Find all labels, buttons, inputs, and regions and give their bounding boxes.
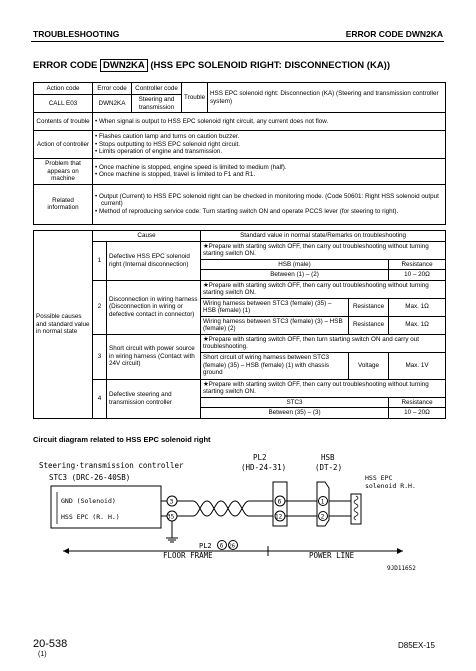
model-label: D85EX-15 [398,641,435,650]
cause-number: 2 [93,280,107,334]
cause-2-res1: Resistance [349,298,389,316]
pin-label: 3 [169,497,174,506]
floor-frame-label: FLOOR FRAME [163,551,213,560]
pin-label: 35 [167,513,175,521]
problem-label: Problem that appears on machine [34,159,93,185]
cause-1-note: ★Prepare with starting switch OFF, then carry out troubleshooting without turning starting switch ON. [201,241,446,259]
gnd-label: GND (Solenoid) [61,497,116,505]
pin-label: 6 [219,542,224,550]
cause-4-val2: 10 – 20Ω [389,408,446,419]
causes-row-label: Possible causes and standard value in normal state [34,231,93,419]
stc3-label: STC3 (DRC-26-40SB) [49,473,131,482]
header-rule [31,41,444,42]
page-sub: (1) [38,651,47,658]
cause-3-row: Short circuit of wiring harness between STC3 (female) (35) – HSB (female) (1) with chassis ground [201,352,349,379]
page-title: ERROR CODE DWN2KA (HSS EPC SOLENOID RIGHT: DISCONNECTION (KA)) [33,60,391,71]
hss-signal-label: HSS EPC (R. H.) [61,513,120,521]
hsb-connector-label: (DT-2) [315,463,343,472]
cause-2-text: Disconnection in wiring harness (Disconnection in wiring or defective contact in connector) [107,280,201,334]
cause-3-text: Short circuit with power source in wiring harness (Contact with 24V circuit) [107,334,201,379]
cause-1-text: Defective HSS EPC solenoid right (Internal disconnection) [107,241,201,280]
cause-4-val1: Between (35) – (3) [201,408,389,419]
error-code-box: DWN2KA [100,59,148,72]
solenoid-label-1: HSS EPC [365,474,393,482]
cause-3-voltage: Voltage [349,352,389,379]
list-item: • Limits operation of engine and transmission. [95,148,223,156]
cause-1-val2: 10 – 20Ω [389,270,446,281]
cause-number: 4 [93,379,107,418]
cause-4-note: ★Prepare with starting switch OFF, then carry out troubleshooting without turning starting switch ON. [201,379,446,397]
possible-causes-table [33,230,446,419]
controller-code-header: Controller code [132,83,182,95]
standard-header: Standard value in normal state/Remarks on troubleshooting [201,231,446,242]
cause-2-max2: Max. 1Ω [389,316,446,334]
cause-3-note: ★Prepare with starting switch OFF, then turn starting switch ON and carry out troubleshooting. [201,334,446,352]
contents-label: Contents of trouble [34,113,93,131]
pin-label: 12 [275,513,283,521]
list-item: • Method of reproducing service code: Turn starting switch ON and operate PCCS lever (for steering to right). [95,207,399,215]
cause-header: Cause [93,231,201,242]
solenoid-icon [354,496,358,520]
error-code-col-header: Error code [93,83,132,95]
error-info-table [33,82,446,225]
error-code-header: ERROR CODE DWN2KA [345,29,443,39]
cause-4-text: Defective steering and transmission controller [107,379,201,418]
cause-number: 1 [93,241,107,280]
cause-2-res2: Resistance [349,316,389,334]
diagram-ref: 9JD11652 [387,565,416,572]
action-code-value: CALL E03 [34,95,93,113]
list-item: • Output (Current) to HSS EPC solenoid right can be checked in monitoring mode. (Code 50601: Right HSS solenoid output current) [95,192,439,208]
list-item: • Flashes caution lamp and turns on caution buzzer. [95,133,240,141]
related-list [93,184,446,224]
hsb-label: HSB [321,453,335,462]
controller-code-value: Steering and transmission [132,95,182,113]
contents-text: • When signal is output to HSS EPC solenoid right circuit, any current does not flow. [93,113,446,131]
list-item: • Once machine is stopped, engine speed is limited to medium (half). [95,163,287,171]
action-code-header: Action code [34,83,93,95]
cause-number: 3 [93,334,107,379]
pin-label: 26 [228,543,236,550]
power-line-label: POWER LINE [309,551,355,560]
pin-label: 1 [320,498,325,506]
section-header: TROUBLESHOOTING [33,29,120,39]
list-item: • Once machine is stopped, travel is limited to F1 and R1. [95,171,256,179]
controller-label: Steering·transmission controller [39,461,184,470]
trouble-text: HSS EPC solenoid right: Disconnection (KA) (Steering and transmission controller system) [208,83,446,113]
solenoid-coil [351,494,361,524]
circuit-diagram [33,448,445,580]
cause-2-row1: Wiring harness between STC3 (female) (35) – HSB (female) (1) [201,298,349,316]
error-code-value: DWN2KA [93,95,132,113]
solenoid-label-2: solenoid R.H. [365,482,416,490]
controller-box [51,486,161,528]
pin-label: 6 [277,497,282,506]
cause-1-col2: Resistance [389,259,446,270]
pl2-label: PL2 [253,453,267,462]
cause-1-val1: Between (1) – (2) [201,270,389,281]
cause-4-col1: STC3 [201,397,389,408]
cause-1-col1: HSB (male) [201,259,389,270]
list-item: • Stops outputting to HSS EPC solenoid right circuit. [95,140,241,148]
related-label: Related information [34,184,93,224]
action-label: Action of controller [34,131,93,159]
pin-label: 2 [320,513,325,521]
cause-2-max1: Max. 1Ω [389,298,446,316]
page-number: 20-538 [33,638,68,650]
problem-list [93,159,446,185]
cause-2-note: ★Prepare with starting switch OFF, then carry out troubleshooting without turning starting switch ON. [201,280,446,298]
cause-3-max: Max. 1V [389,352,446,379]
action-list [93,131,446,159]
pl2-connector-label: (HD-24-31) [241,463,287,472]
circuit-diagram-title: Circuit diagram related to HSS EPC solenoid right [33,435,211,444]
pl2-small-label: PL2 [199,542,212,550]
trouble-label: Trouble [182,83,208,113]
cause-4-col2: Resistance [389,397,446,408]
cause-2-row2: Wiring harness between STC3 (female) (3) – HSB (female) (2) [201,316,349,334]
